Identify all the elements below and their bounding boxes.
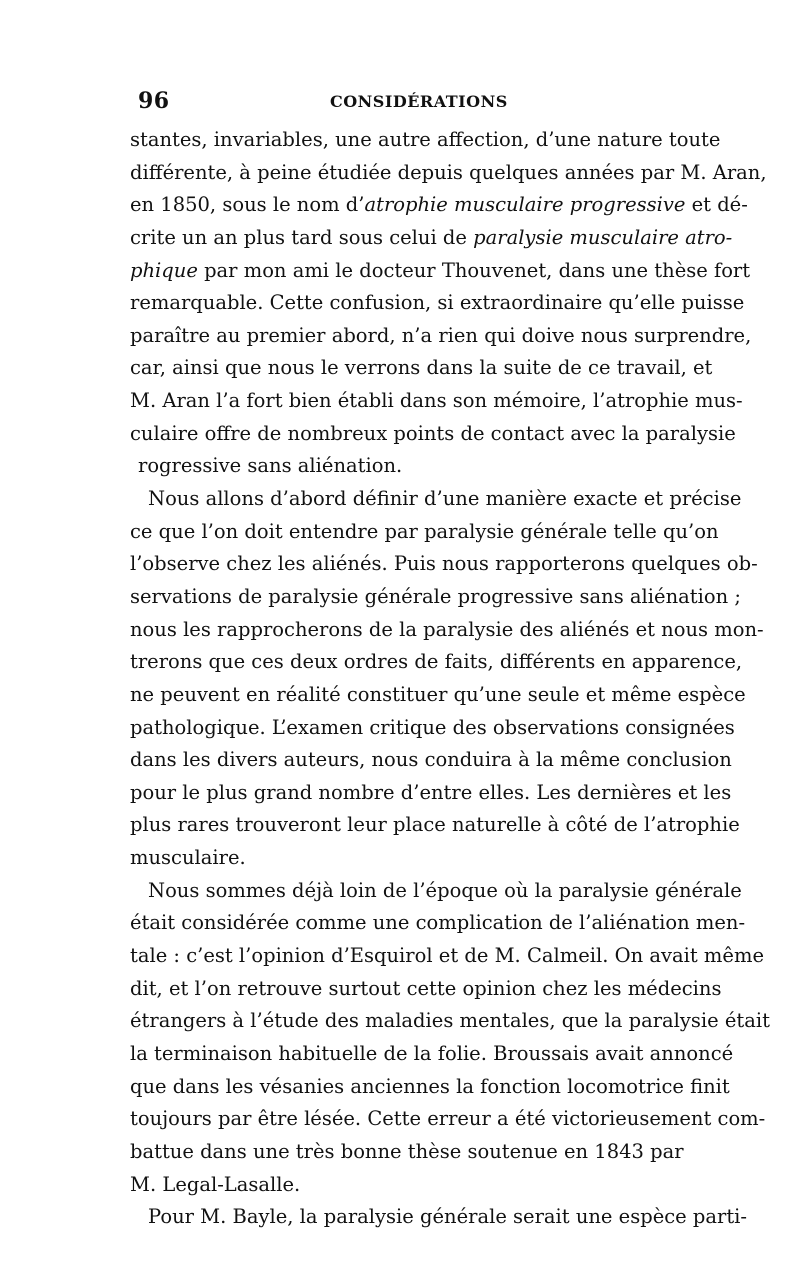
text-line [130,222,733,255]
text-line [130,516,719,549]
text-run: crite un an plus tard sous celui de [130,225,474,249]
text-run: rogressive sans aliénation. [138,454,403,478]
text-run: était considérée comme une complication de l’aliénation men- [130,911,746,935]
text-run: Nous allons d’abord définir d’une manière exacte et précise [148,487,742,511]
text-line [130,1038,734,1071]
italic-term: atrophie musculaire progressive [364,193,686,217]
text-run: par mon ami le docteur Thouvenet, dans une thèse fort [197,258,751,282]
text-line [130,907,746,940]
text-run: nous les rapprocherons de la paralysie des aliénés et nous mon- [130,617,764,641]
text-line [130,744,732,777]
running-head [130,88,670,118]
text-line [130,581,741,614]
text-line [130,1169,670,1202]
text-run: stantes, invariables, une autre affection, d’une nature toute [130,128,721,151]
text-line [130,1103,766,1136]
text-line [130,1005,770,1038]
text-line [130,189,748,222]
text-line [130,875,742,908]
text-run: en 1850, sous le nom d’ [130,193,365,217]
text-run: Pour M. Bayle, la paralysie générale serait une espèce parti- [148,1205,747,1229]
text-run: ne peuvent en réalité constituer qu’une seule et même espèce [130,682,746,706]
text-line [130,777,732,810]
text-run: M. Legal-Lasalle. [130,1172,301,1196]
text-run: plus rares trouveront leur place naturelle à côté de l’atrophie [130,813,740,837]
text-run: pathologique. L’examen critique des observations consignées [130,715,735,739]
text-run: l’observe chez les aliénés. Puis nous rapporterons quelques ob- [130,552,758,576]
text-line [130,483,742,516]
text-line [130,255,751,288]
text-run: dit, et l’on retrouve surtout cette opinion chez les médecins [130,976,722,1000]
text-line [130,646,743,679]
text-line [130,320,752,353]
text-run: toujours par être lésée. Cette erreur a été victorieusement com- [130,1107,766,1131]
text-line [130,809,740,842]
text-run: battue dans une très bonne thèse soutenue en 1843 par [130,1139,684,1163]
text-run: trerons que ces deux ordres de faits, différents en apparence, [130,650,743,674]
text-line [130,287,745,320]
text-run: musculaire. [130,846,246,870]
body-text [130,124,770,1234]
text-run: étrangers à l’étude des maladies mentales, que la paralysie était [130,1009,770,1033]
text-line [130,842,670,875]
text-line [130,352,713,385]
text-line [130,450,670,483]
text-run: ce que l’on doit entendre par paralysie générale telle qu’on [130,519,719,543]
text-line [130,1136,684,1169]
page-number: 96 [138,88,170,114]
text-run: M. Aran l’a fort bien établi dans son mémoire, l’atrophie mus- [130,389,743,413]
text-line [130,1201,747,1234]
text-run: car, ainsi que nous le verrons dans la suite de ce travail, et [130,356,713,380]
text-run: remarquable. Cette confusion, si extraordinaire qu’elle puisse [130,291,745,315]
text-run: Nous sommes déjà loin de l’époque où la paralysie générale [148,878,742,902]
text-line [130,679,746,712]
italic-term: phique [130,258,198,282]
text-line [130,973,722,1006]
text-run: la terminaison habituelle de la folie. Broussais avait annoncé [130,1041,734,1065]
text-run: paraître au premier abord, n’a rien qui doive nous surprendre, [130,323,752,347]
text-run: dans les divers auteurs, nous conduira à la même conclusion [130,748,732,772]
text-line [130,124,721,157]
text-run: et dé- [685,193,748,217]
text-run: servations de paralysie générale progressive sans aliénation ; [130,584,741,608]
text-line [130,385,743,418]
text-line [130,548,758,581]
text-run: culaire offre de nombreux points de contact avec la paralysie [130,421,736,445]
text-run: tale : c’est l’opinion d’Esquirol et de M. Calmeil. On avait même [130,944,764,968]
text-line [130,157,767,190]
text-run: différente, à peine étudiée depuis quelques années par M. Aran, [130,160,767,184]
running-title: CONSIDÉRATIONS [330,92,508,111]
text-line [130,940,764,973]
text-line [130,418,736,451]
text-run: que dans les vésanies anciennes la fonction locomotrice finit [130,1074,730,1098]
text-run: pour le plus grand nombre d’entre elles. Les dernières et les [130,780,732,804]
italic-term: paralysie musculaire atro- [473,225,733,249]
text-line [130,614,764,647]
text-line [130,1071,730,1104]
text-line [130,712,735,745]
